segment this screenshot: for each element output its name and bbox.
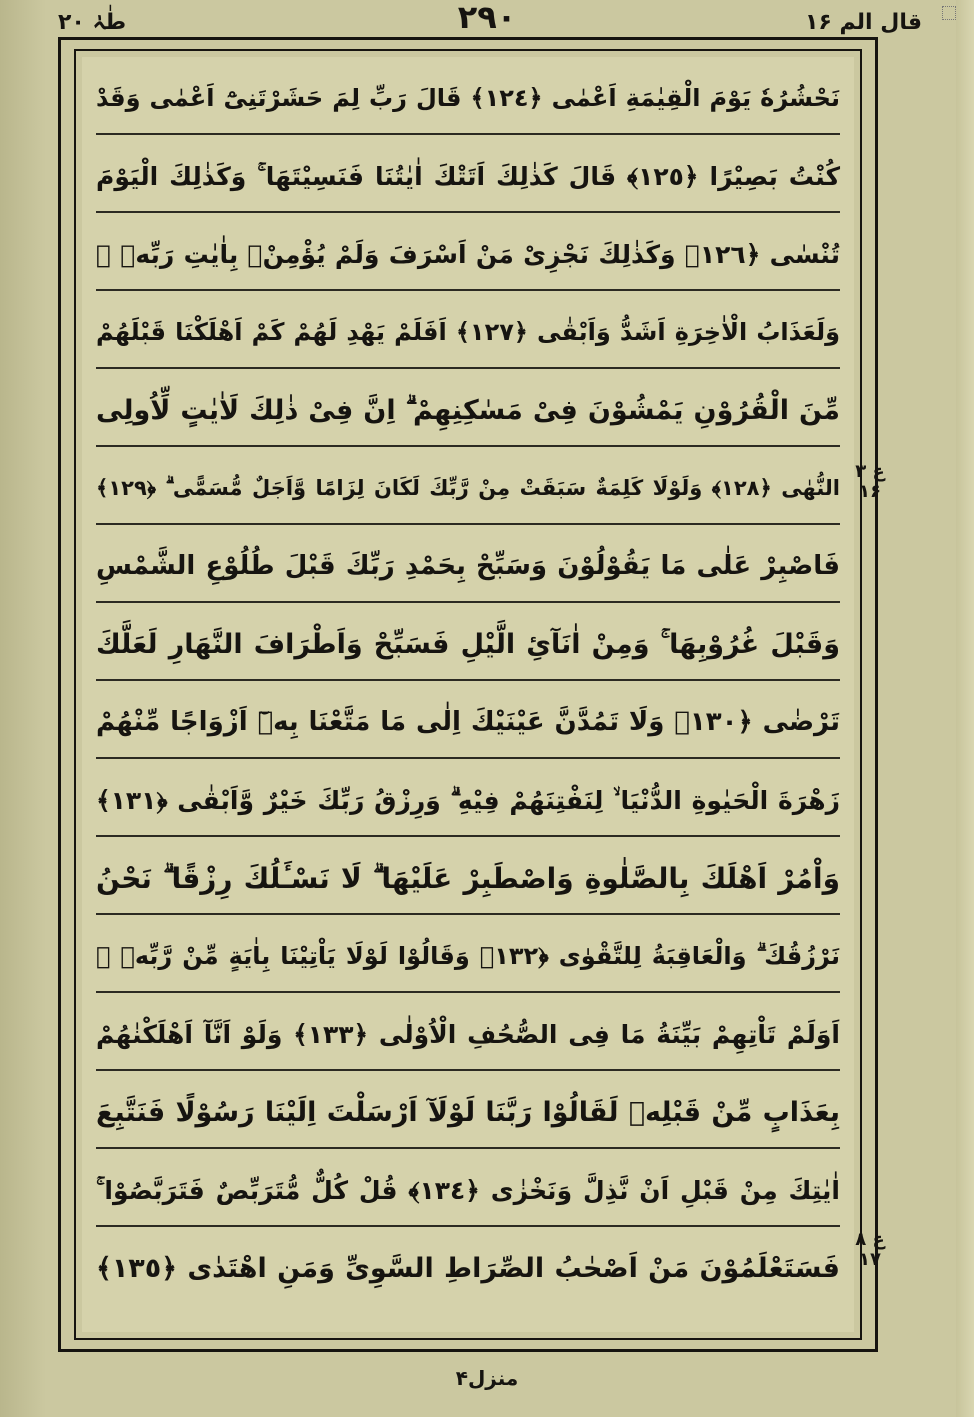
manzil-label: منزل۴ [455,1366,519,1390]
verse-line-7: فَاصْبِرْ عَلٰى مَا يَقُوْلُوْنَ وَسَبِّحْ بِحَمْدِ رَبِّكَ قَبْلَ طُلُوْعِ الشَّمْسِ [96,530,840,603]
verse-line-1: نَحْشُرُهٗ يَوْمَ الْقِيٰمَةِ اَعْمٰى ﴿١٢٤﴾ قَالَ رَبِّ لِمَ حَشَرْتَنِىْٓ اَعْمٰى وَقَدْ [96,62,840,135]
verse-line-10: زَهْرَةَ الْحَيٰوةِ الدُّنْيَا ۙ لِنَفْتِنَهُمْ فِيْهِ ۗ وَرِزْقُ رَبِّكَ خَيْرٌ وَّاَبْقٰى ﴿١٣١﴾ [96,764,840,837]
scan-edge-left [0,0,46,1417]
ruku-marker-1: ع ۳ ۱۶ [855,461,885,502]
scan-edge-right [956,0,974,1417]
verse-line-13: اَوَلَمْ تَاْتِهِمْ بَيِّنَةُ مَا فِى الصُّحُفِ الْاُوْلٰى ﴿١٣٣﴾ وَلَوْ اَنَّآ اَهْلَكْنٰهُمْ [96,998,840,1071]
page-number: ۲۹۰ [457,0,517,36]
surah-name-header: طٰہٰ ۲۰ [58,10,127,35]
ruku-marker-2: ع ۸ ۱۷ [855,1229,885,1270]
verse-line-15: اٰيٰتِكَ مِنْ قَبْلِ اَنْ نَّذِلَّ وَنَخْزٰى ﴿١٣٤﴾ قُلْ كُلٌّ مُّتَرَبِّصٌ فَتَرَبَّصُوْا ۚ [96,1154,840,1227]
verse-line-4: وَلَعَذَابُ الْاٰخِرَةِ اَشَدُّ وَاَبْقٰى ﴿١٢٧﴾ اَفَلَمْ يَهْدِ لَهُمْ كَمْ اَهْلَكْنَا قَبْلَهُمْ [96,296,840,369]
verse-line-8: وَقَبْلَ غُرُوْبِهَا ۚ وَمِنْ اٰنَآئِ الَّيْلِ فَسَبِّحْ وَاَطْرَافَ النَّهَارِ لَعَلَّكَ [96,608,840,681]
verse-line-5: مِّنَ الْقُرُوْنِ يَمْشُوْنَ فِىْ مَسٰكِنِهِمْ ۗ اِنَّ فِىْ ذٰلِكَ لَاٰيٰتٍ لِّاُولِى [96,374,840,447]
verse-line-2: كُنْتُ بَصِيْرًا ﴿١٢٥﴾ قَالَ كَذٰلِكَ اَتَتْكَ اٰيٰتُنَا فَنَسِيْتَهَا ۚ وَكَذٰلِكَ الْيَوْمَ [96,140,840,213]
verse-line-6: النُّهٰى ﴿١٢٨﴾ وَلَوْلَا كَلِمَةٌ سَبَقَتْ مِنْ رَّبِّكَ لَكَانَ لِزَامًا وَّاَجَلٌ مُّسَمًّى ۗ ﴿١٢٩﴾ [96,452,840,525]
verse-line-12: نَرْزُقُكَ ۗ وَالْعَاقِبَةُ لِلتَّقْوٰى ﴿١٣٢﴾ وَقَالُوْا لَوْلَا يَاْتِيْنَا بِاٰيَةٍ مِّنْ رَّبِّهٖ ۗ [96,920,840,993]
verse-line-16: فَسَتَعْلَمُوْنَ مَنْ اَصْحٰبُ الصِّرَاطِ السَّوِىِّ وَمَنِ اهْتَدٰى ﴿١٣٥﴾ [96,1253,840,1284]
juz-name-header: قال الم ۱۶ [805,10,922,35]
verse-line-9: تَرْضٰى ﴿١٣٠﴾ وَلَا تَمُدَّنَّ عَيْنَيْكَ اِلٰى مَا مَتَّعْنَا بِهٖٓ اَزْوَاجًا مِّنْهُمْ [96,686,840,759]
verse-line-14: بِعَذَابٍ مِّنْ قَبْلِهٖ لَقَالُوْا رَبَّنَا لَوْلَآ اَرْسَلْتَ اِلَيْنَا رَسُوْلًا فَنَتَّبِعَ [96,1076,840,1149]
verse-line-11: وَاْمُرْ اَهْلَكَ بِالصَّلٰوةِ وَاصْطَبِرْ عَلَيْهَا ۗ لَا نَسْـَٔلُكَ رِزْقًا ۗ نَحْنُ [96,842,840,915]
verse-line-3: تُنْسٰى ﴿١٢٦﴾ وَكَذٰلِكَ نَجْزِىْ مَنْ اَسْرَفَ وَلَمْ يُؤْمِنْۢ بِاٰيٰتِ رَبِّهٖ ۗ [96,218,840,291]
